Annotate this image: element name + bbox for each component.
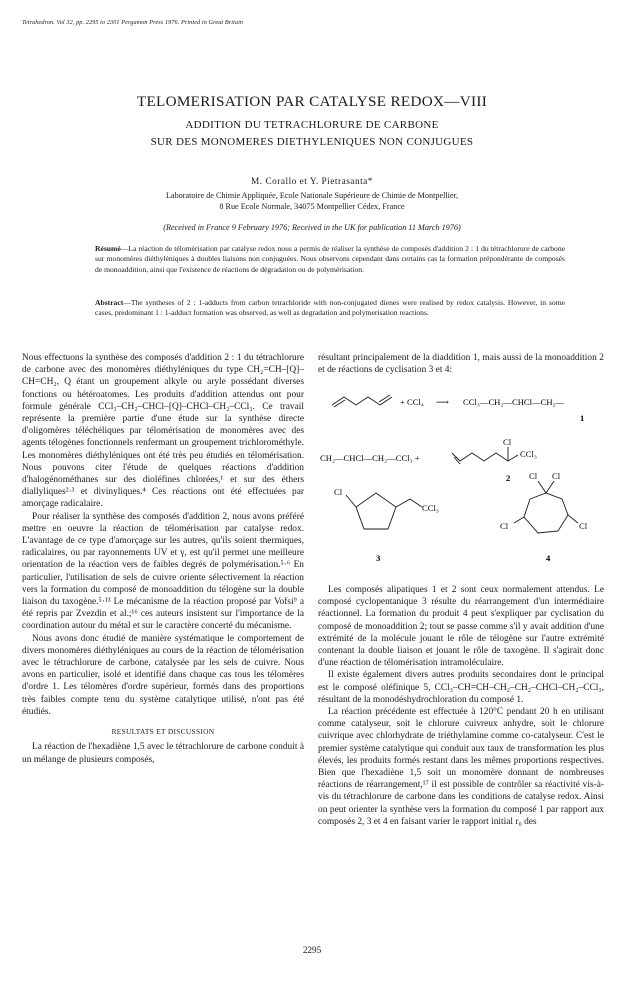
left-column xyxy=(22,352,304,766)
reaction-scheme xyxy=(318,383,608,568)
affiliation-line-2: 8 Rue Ecole Normale, 34075 Montpellier Cédex, France xyxy=(219,202,405,211)
compound-4-cl-b: Cl xyxy=(552,471,561,481)
reagent-label: + CCl₄ xyxy=(400,397,424,407)
compound-4-cl-d: Cl xyxy=(579,521,588,531)
compound-4-number: 4 xyxy=(546,553,551,563)
compound-3-ccl3: CCl₃ xyxy=(422,503,439,513)
reaction-arrow: ⟶ xyxy=(436,397,449,407)
compound-4-cl-a: Cl xyxy=(529,471,538,481)
received-dates: (Received in France 9 February 1976; Received in the UK for publication 11 March 1976) xyxy=(163,223,461,232)
authors: M. Corallo et Y. Pietrasanta* xyxy=(251,177,373,187)
resume-label: Résumé xyxy=(95,244,121,253)
left-paragraph-4: La réaction de l'hexadiène 1,5 avec le tétrachlorure de carbone conduit à un mélange de plusieurs composés, xyxy=(22,742,304,765)
left-paragraph-2: Pour réaliser la synthèse des composés d'addition 2, nous avons préféré mettre en oeuvre la réaction de télomérisation par catalyse redox. L'avantage de ce type d'amorçage sur les autres, qu'ils soient thermiques, radicalaires, ou par rayonnements UV et γ, est qu'il permet une meilleure orientation de la réaction vers de faibles degrés de polymérisation.⁵·⁶ En particulier, l'utilisation de sels de cuivre oriente sélectivement la réaction vers la formation du composé de monoaddition du télogène sur la double liaison du taxogène.⁵·¹³ Le mécanisme de la réaction proposé par Vofsi⁹ a été repris par Zvezdin et al.;¹⁶ ces auteurs insistent sur l'importance de la coordination autour du métal et sur le caractère concerté du mécanisme. xyxy=(22,511,304,632)
journal-citation: Tetrahedron. Vol 32, pp. 2295 to 2301 Pergamon Press 1976. Printed in Great Britain xyxy=(22,19,244,26)
left-paragraph-1: Nous effectuons la synthèse des composés d'addition 2 : 1 du tétrachlorure de carbone avec des monomères diéthyléniques du type CH₂=CH–[Q]–CH=CH₂, Q étant un groupement alkyle ou aryle possédant diverses fonctions ou hétéroatomes. Les produits d'addition attendus ont pour formule générale CCl₃–CH₂–CHCl–[Q]–CHCl–CH₂–CCl₃. Ce travail représente la première partie d'une étude sur la synthèse directe d'oligomères téléchéliques par télomérisation de monomères avec des agents télogènes fonctionnels renfermant un groupement trichlorométhyle. Les monomères diéthyléniques ont été très peu étudiés en télomérisation. Nous pouvons citer l'étude de quelques réactions d'addition d'halogénométhanes sur des dioléfines chlorées,¹ et sur des éthers diallyliques²·³ et divinyliques.⁴ Ces réactions ont été effectuées par amorçage radicalaire. xyxy=(22,353,304,510)
abstract-block xyxy=(95,298,565,319)
right-paragraph-3: Il existe également divers autres produits secondaires dont le principal est le composé oléfinique 5, CCl₃–CH=CH–CH₂–CH₂–CHCl–CH₂–CCl₃, résultant de la monodéshydrochloration du composé 1. xyxy=(318,670,604,705)
compound-3-number: 3 xyxy=(376,553,381,563)
subtitle-line-1: ADDITION DU TETRACHLORURE DE CARBONE xyxy=(185,119,439,131)
compound-4-ring xyxy=(524,493,568,533)
compound-2-number: 2 xyxy=(506,473,511,483)
product-1-formula: CCl₃—CH₂—CHCl—CH₂— xyxy=(463,397,565,407)
right-paragraph-4: La réaction précédente est effectuée à 120°C pendant 20 h en utilisant comme catalyseur, soit le chlorure cuivreux anhydre, soit le chlorure cuivrique avec chlorhydrate de triéthylamine comme co-catalyseur. C'est le premier système catalytique qui conduit aux taux de transformation les plus élevés, les produits formés restant dans les mêmes proportions respectives. Bien que l'hexadiène 1,5 soit un monomère donnant de nombreuses réactions de réarrangement,¹⁷ il est possible de contrôler sa réactivité vis-à-vis du tétrachlorure de carbone dans les conditions de catalyse redox. Ainsi on peut orienter la synthèse vers la formation du composé 1 par rapport aux composés 2, 3 et 4 en faisant varier le rapport initial r₀ des xyxy=(318,707,604,827)
compound-3-ring xyxy=(356,493,396,529)
resume-block xyxy=(95,244,565,275)
left-paragraph-3: Nous avons donc étudié de manière systématique le comportement de divers monomères diéthyléniques au cours de la réaction de télomérisation avec le tétrachlorure de carbone, catalysée par les sels de cuivre. Nous avons en particulier, isolé et identifié dans chaque cas tous les télomères d'ordre 1. Les télomères d'ordre supérieur, formés dans des proportions très faibles compte tenu du système catalytique utilisé, n'ont pas été étudiés. xyxy=(22,633,304,717)
affiliation-line-1: Laboratoire de Chimie Appliquée, Ecole Nationale Supérieure de Chimie de Montpellier, xyxy=(165,191,459,200)
compound-2-ccl3: CCl₃ xyxy=(520,449,537,459)
compound-2-cl: Cl xyxy=(503,437,512,447)
abstract-text: —The syntheses of 2 : 1-adducts from carbon tetrachloride with non-conjugated dienes were realised by redox catalysis. However, in some cases, predominant 1 : 1-adduct formation was observed, as well as degradation and polymerisation reactions. xyxy=(95,298,565,318)
right-paragraph-1: résultant principalement de la diaddition 1, mais aussi de la monoaddition 2 et de réactions de cyclisation 3 et 4: xyxy=(318,353,604,376)
compound-4-cl-c: Cl xyxy=(500,521,509,531)
page-number: 2295 xyxy=(302,945,322,955)
product-2-formula: CH₂—CHCl—CH₂—CCl₃ + xyxy=(320,453,420,463)
resume-text: —La réaction de télomérisation par catalyse redox nous a permis de réaliser la synthèse de composés d'addition 2 : 1 du tétrachlorure de carbone sur monomères diéthyléniques à doubles liaisons non conjuguées. Nous observons cependant dans certains cas la formation prépondérante de composés de monoaddition, ainsi que l'existence de réactions de dégradation ou de polymérisation. xyxy=(95,244,565,274)
compound-3-cl: Cl xyxy=(334,487,343,497)
subtitle-line-2: SUR DES MONOMERES DIETHYLENIQUES NON CONJUGUES xyxy=(150,136,474,148)
hexadiene-structure xyxy=(332,397,392,405)
paper-title: TELOMERISATION PAR CATALYSE REDOX—VIII xyxy=(136,93,488,110)
compound-1-number: 1 xyxy=(580,413,585,423)
right-paragraph-2: Les composés alipatiques 1 et 2 sont ceux normalement attendus. Le composé cyclopentanique 3 résulte du réarrangement d'un intermédiaire réactionnel. La formation du produit 4 peut s'expliquer par cyclisation du composé de monoaddition 2; tout se passe comme s'il y avait addition d'une extrémité de la molécule jouant le rôle de télogène sur l'autre extrémité contenant la double liaison et jouant le rôle de taxogène. Il s'agirait donc d'une réaction de télomérisation intramoléculaire. xyxy=(318,585,604,669)
section-heading: RESULTATS ET DISCUSSION xyxy=(111,727,215,737)
abstract-label: Abstract xyxy=(95,298,124,307)
right-column-body xyxy=(318,584,604,828)
